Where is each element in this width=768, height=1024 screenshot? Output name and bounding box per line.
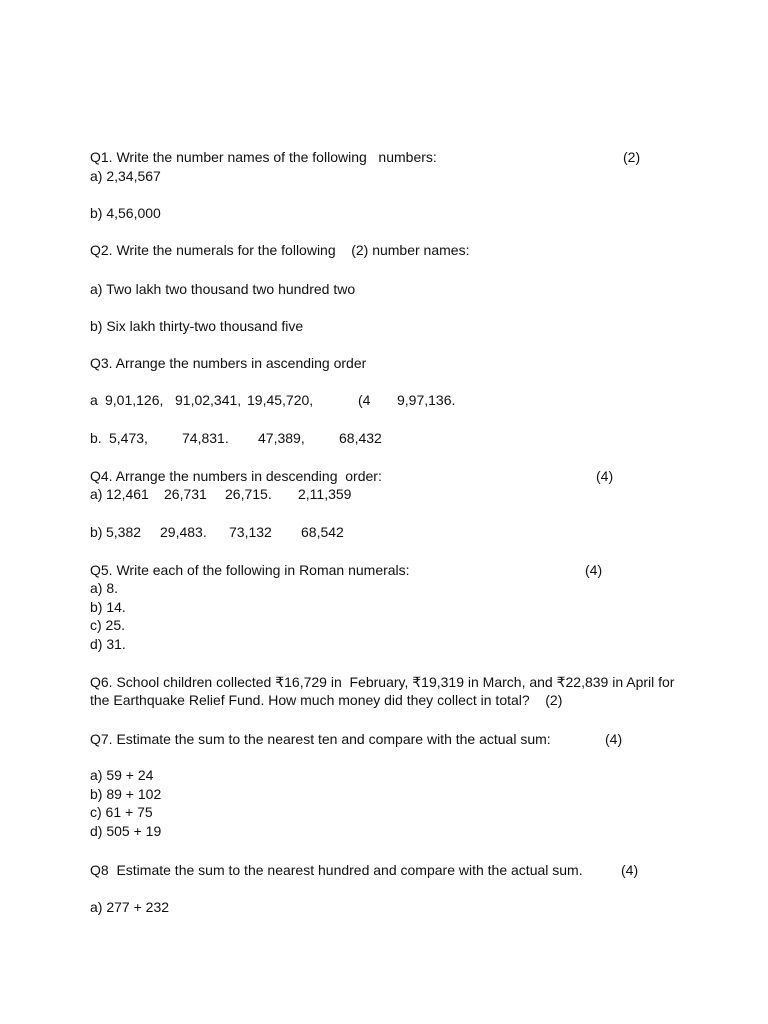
q5-item: b) 14.: [90, 599, 126, 615]
q4-b-value: 29,483.: [160, 524, 207, 540]
q8-item: a) 277 + 232: [90, 899, 170, 915]
q4-a-value: 12,461: [106, 486, 149, 502]
q2-question: Q2. Write the numerals for the following (2) number names:: [90, 242, 470, 258]
q8-marks: (4): [621, 862, 639, 878]
q4-b-label: b): [90, 524, 103, 540]
q3-a-value: (4: [358, 392, 371, 408]
q4-question: Q4. Arrange the numbers in descending order:: [90, 468, 382, 484]
q1-option-a: a) 2,34,567: [90, 168, 161, 184]
q7-item: b) 89 + 102: [90, 786, 162, 802]
q4-a-label: a): [90, 486, 103, 502]
q5-item: d) 31.: [90, 636, 126, 652]
q3-a-value: 91,02,341,: [175, 392, 242, 408]
q3-b-label: b.: [90, 430, 102, 446]
q4-b-value: 73,132: [229, 524, 272, 540]
q1-question: Q1. Write the number names of the following numbers:: [90, 149, 437, 165]
q6-line-2: the Earthquake Relief Fund. How much money did they collect in total? (2): [90, 692, 563, 708]
q4-a-value: 26,715.: [225, 486, 272, 502]
q4-b-value: 68,542: [301, 524, 344, 540]
q3-a-value: 9,01,126,: [105, 392, 164, 408]
q3-question: Q3. Arrange the numbers in ascending order: [90, 355, 367, 371]
q8-question: Q8 Estimate the sum to the nearest hundred and compare with the actual sum.: [90, 862, 583, 878]
q7-item: a) 59 + 24: [90, 767, 154, 783]
q3-b-value: 68,432: [339, 430, 382, 446]
q1-marks: (2): [623, 149, 641, 165]
q7-marks: (4): [605, 731, 623, 747]
q4-marks: (4): [596, 468, 614, 484]
q3-b-value: 47,389,: [258, 430, 305, 446]
q1-option-b: b) 4,56,000: [90, 205, 161, 221]
q7-question: Q7. Estimate the sum to the nearest ten and compare with the actual sum:: [90, 731, 551, 747]
q3-b-value: 5,473,: [109, 430, 148, 446]
q5-item: a) 8.: [90, 580, 119, 596]
q7-item: c) 61 + 75: [90, 804, 153, 820]
q5-marks: (4): [585, 562, 603, 578]
q5-item: c) 25.: [90, 617, 126, 633]
q5-question: Q5. Write each of the following in Roman numerals:: [90, 562, 410, 578]
q4-b-value: 5,382: [106, 524, 142, 540]
q3-a-value: 9,97,136.: [397, 392, 456, 408]
q7-item: d) 505 + 19: [90, 823, 162, 839]
q4-a-value: 26,731: [164, 486, 207, 502]
q2-option-b: b) Six lakh thirty-two thousand five: [90, 318, 304, 334]
q2-option-a: a) Two lakh two thousand two hundred two: [90, 281, 356, 297]
q6-line-1: Q6. School children collected ₹16,729 in February, ₹19,319 in March, and ₹22,839 in April for: [90, 674, 675, 690]
q3-a-label: a: [90, 392, 98, 408]
q4-a-value: 2,11,359: [298, 486, 352, 502]
q3-b-value: 74,831.: [182, 430, 229, 446]
q3-a-value: 19,45,720,: [247, 392, 314, 408]
